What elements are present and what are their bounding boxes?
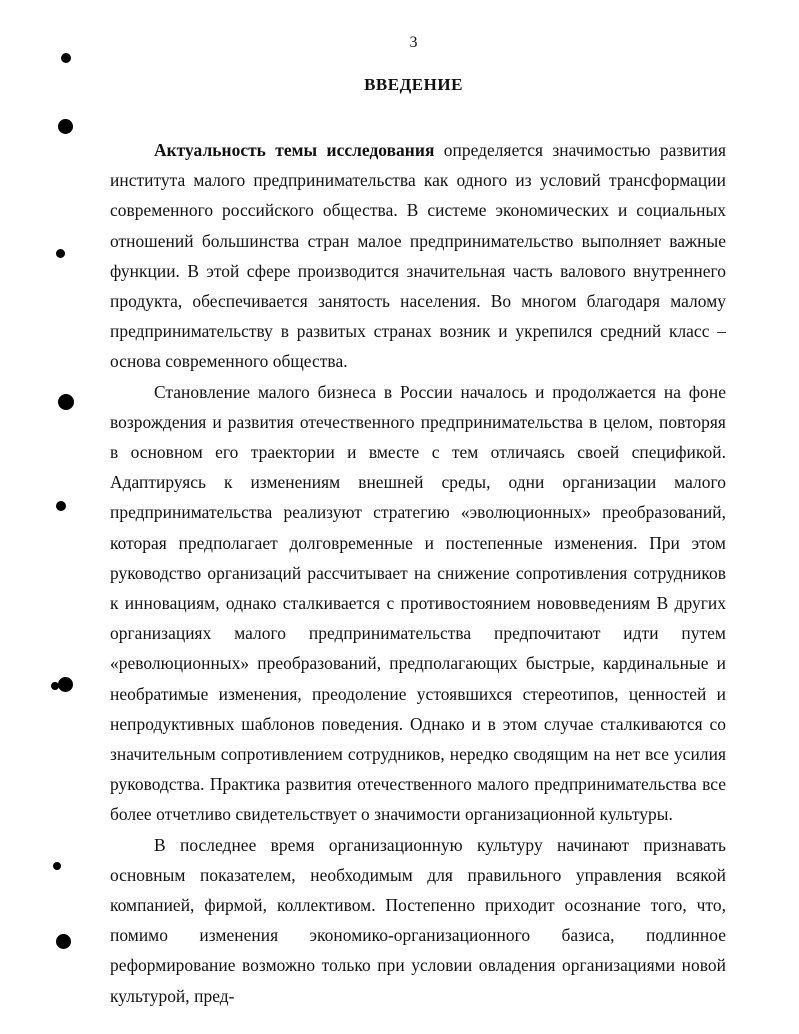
paragraph-relevance bbox=[110, 135, 726, 377]
page-number: 3 bbox=[409, 34, 418, 51]
body-text bbox=[110, 135, 726, 1011]
paragraph-small-business: Становление малого бизнеса в России началось и продолжается на фоне возрождения и развития отечественного предпринимательства в целом, повторяя в основном его траектории и вместе с тем отличаясь своей спецификой. Адаптируясь к изменениям внешней среды, одни организации малого предпринимательства реализуют стратегию «эволюционных» преобразований, которая предполагает долговременные и постепенные изменения. При этом руководство организаций рассчитывает на снижение сопротивления сотрудников к инновациям, однако сталкивается с противостоянием нововведениям В других организациях малого предпринимательства предпочитают идти путем «революционных» преобразований, предполагающих быстрые, кардинальные и необратимые изменения, преодоление устоявшихся стереотипов, ценностей и непродуктивных шаблонов поведения. Однако и в этом случае сталкиваются со значительным сопротивлением сотрудников, нередко сводящим на нет все усилия руководства. Практика развития отечественного малого предпринимательства все более отчетливо свидетельствует о значимости организационной культуры. bbox=[110, 381, 726, 825]
page-title: ВВЕДЕНИЕ bbox=[364, 75, 463, 94]
paragraph-org-culture: В последнее время организационную культуру начинают признавать основным показателем, необходимым для правильного управления всякой компанией, фирмой, коллективом. Постепенно приходит осознание того, что, помимо изменения экономико-организационного базиса, подлинное реформирование возможно только при условии овладения организациями новой культурой, пред- bbox=[110, 834, 726, 1006]
punch-hole bbox=[56, 934, 71, 949]
paragraph-text: определяется значимостью развития института малого предпринимательства как одного из условий трансформации современного российского общества. В системе экономических и социальных отношений большинства стран малое предпринимательство выполняет важные функции. В этой сфере производится значительная часть валового внутреннего продукта, обеспечивается занятость населения. Во многом благодаря малому предпринимательству в развитых странах возник и укрепился средний класс – основа современного общества. bbox=[110, 140, 726, 372]
punch-hole bbox=[58, 394, 74, 410]
punch-hole bbox=[56, 249, 65, 258]
paragraph-lead: Актуальность темы исследования bbox=[154, 140, 435, 160]
punch-hole bbox=[58, 677, 73, 692]
punch-hole bbox=[56, 501, 66, 511]
punch-hole bbox=[58, 119, 73, 134]
punch-hole bbox=[61, 53, 71, 63]
punch-hole bbox=[53, 862, 61, 870]
